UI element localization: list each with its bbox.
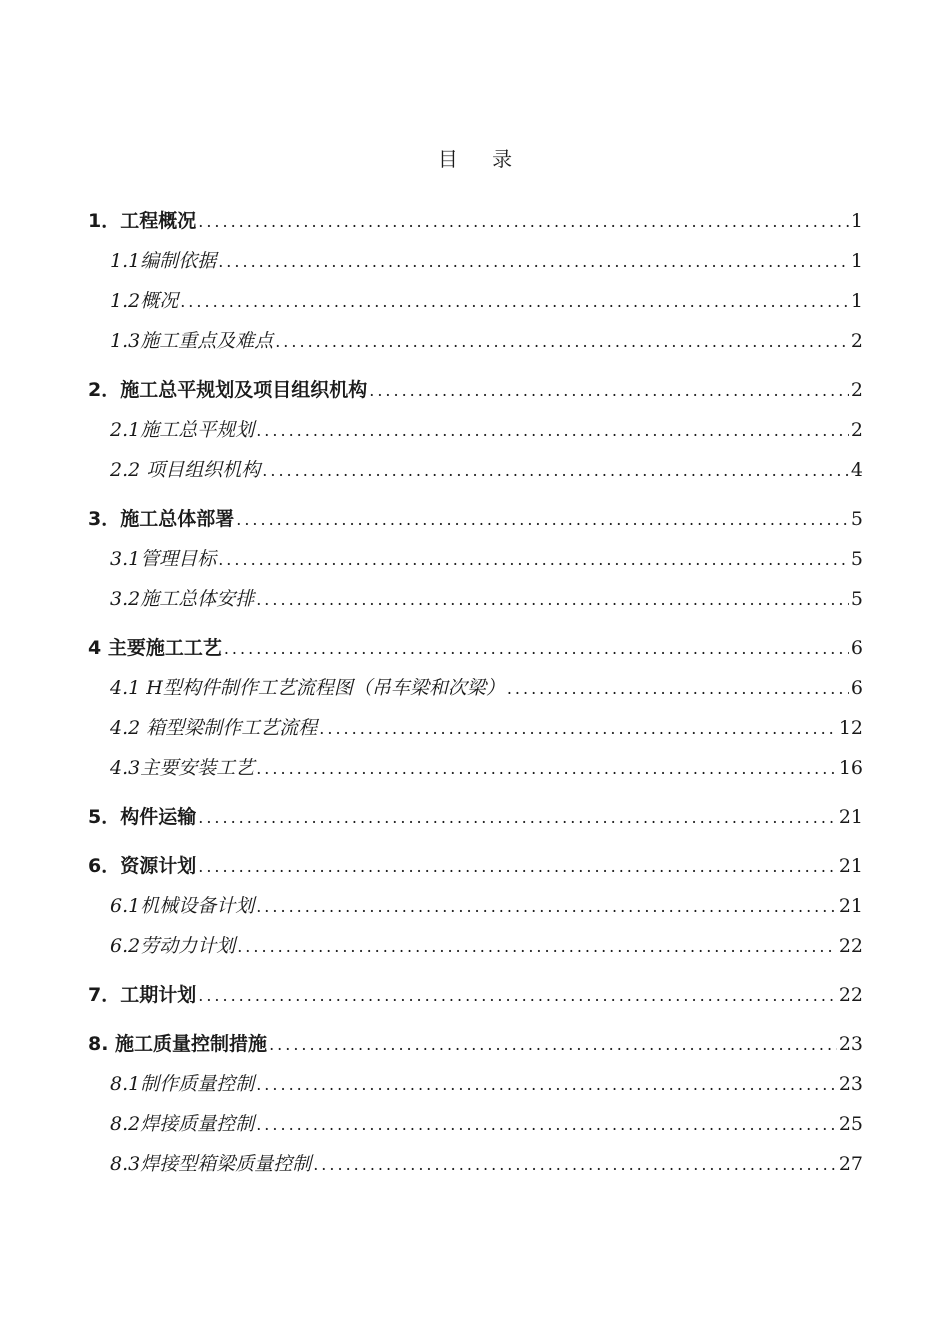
toc-entry-label: 8.2焊接质量控制 <box>110 1113 255 1135</box>
toc-entry-page-number: 23 <box>838 1073 863 1095</box>
toc-entry-label: 1．工程概况 <box>88 210 197 232</box>
dot-leader <box>275 327 849 357</box>
dot-leader <box>180 287 849 317</box>
toc-entry-label: 6．资源计划 <box>88 855 197 877</box>
dot-leader <box>198 981 837 1011</box>
toc-entry-label: 1.3施工重点及难点 <box>110 330 274 352</box>
toc-entry[interactable] <box>88 375 863 405</box>
toc-entry-label: 2.1施工总平规划 <box>110 419 255 441</box>
toc-entry-page-number: 4 <box>850 459 863 481</box>
toc-entry[interactable] <box>88 504 863 534</box>
toc-entry[interactable] <box>110 1069 863 1099</box>
dot-leader <box>256 1070 837 1100</box>
toc-entry-page-number: 25 <box>838 1113 863 1135</box>
toc-entry-page-number: 6 <box>850 637 863 659</box>
toc-entry[interactable] <box>110 753 863 783</box>
toc-entry-page-number: 5 <box>850 588 863 610</box>
toc-entry-label: 1.1编制依据 <box>110 250 217 272</box>
toc-entry[interactable] <box>110 1109 863 1139</box>
toc-entry-label: 8.1制作质量控制 <box>110 1073 255 1095</box>
toc-entry-page-number: 22 <box>838 984 863 1006</box>
toc-entry[interactable] <box>110 246 863 276</box>
toc-entry-page-number: 1 <box>850 250 863 272</box>
dot-leader <box>262 456 849 486</box>
toc-title: 目 录 <box>437 147 527 171</box>
toc-entry[interactable] <box>110 673 863 703</box>
toc-entry[interactable] <box>110 713 863 743</box>
dot-leader <box>218 545 849 575</box>
toc-entry-label: 3.1管理目标 <box>110 548 217 570</box>
dot-leader <box>256 1110 837 1140</box>
toc-entry-page-number: 5 <box>850 508 863 530</box>
toc-entry-page-number: 21 <box>838 855 863 877</box>
dot-leader <box>369 376 849 406</box>
toc-entry[interactable] <box>110 544 863 574</box>
toc-entry-label: 3．施工总体部署 <box>88 508 235 530</box>
toc-entry-page-number: 23 <box>838 1033 863 1055</box>
toc-entry-label: 5．构件运输 <box>88 806 197 828</box>
toc-entry-page-number: 5 <box>850 548 863 570</box>
toc-entry-label: 2．施工总平规划及项目组织机构 <box>88 379 368 401</box>
toc-entry[interactable] <box>88 802 863 832</box>
toc-entry[interactable] <box>88 1029 863 1059</box>
toc-entry-label: 1.2概况 <box>110 290 179 312</box>
dot-leader <box>224 634 849 664</box>
toc-entry-page-number: 21 <box>838 806 863 828</box>
toc-entry-label: 8.3焊接型箱梁质量控制 <box>110 1153 312 1175</box>
toc-entry-page-number: 2 <box>850 330 863 352</box>
toc-entry-page-number: 2 <box>850 419 863 441</box>
toc-entry-label: 4.3主要安装工艺 <box>110 757 255 779</box>
dot-leader <box>256 585 849 615</box>
toc-entry[interactable] <box>110 584 863 614</box>
toc-entry-label: 4.2 箱型梁制作工艺流程 <box>110 717 318 739</box>
toc-entry[interactable] <box>110 1149 863 1179</box>
dot-leader <box>269 1030 837 1060</box>
toc-entry-page-number: 27 <box>838 1153 863 1175</box>
toc-entry[interactable] <box>110 931 863 961</box>
toc-entry[interactable] <box>110 891 863 921</box>
dot-leader <box>319 714 837 744</box>
toc-entry-label: 8. 施工质量控制措施 <box>88 1033 268 1055</box>
toc-entry-page-number: 12 <box>838 717 863 739</box>
toc-entry-page-number: 21 <box>838 895 863 917</box>
dot-leader <box>256 416 849 446</box>
dot-leader <box>313 1150 837 1180</box>
dot-leader <box>236 505 849 535</box>
toc-entry-page-number: 16 <box>838 757 863 779</box>
dot-leader <box>198 207 849 237</box>
toc-entry-label: 6.2劳动力计划 <box>110 935 236 957</box>
toc-entry[interactable] <box>88 851 863 881</box>
toc-entry-page-number: 1 <box>850 210 863 232</box>
dot-leader <box>218 247 849 277</box>
toc-entry-label: 4.1 H型构件制作工艺流程图（吊车梁和次梁） <box>110 677 505 699</box>
toc-entry-label: 7．工期计划 <box>88 984 197 1006</box>
dot-leader <box>507 674 849 704</box>
toc-entry[interactable] <box>110 326 863 356</box>
dot-leader <box>198 852 837 882</box>
dot-leader <box>256 892 837 922</box>
toc-entry[interactable] <box>110 415 863 445</box>
toc-entry[interactable] <box>88 633 863 663</box>
toc-entry-page-number: 22 <box>838 935 863 957</box>
toc-entry[interactable] <box>88 206 863 236</box>
dot-leader <box>198 803 837 833</box>
dot-leader <box>256 754 837 784</box>
toc-entry-page-number: 6 <box>850 677 863 699</box>
toc-entry-page-number: 1 <box>850 290 863 312</box>
dot-leader <box>237 932 837 962</box>
toc-entry-label: 3.2施工总体安排 <box>110 588 255 610</box>
toc-entry-label: 6.1机械设备计划 <box>110 895 255 917</box>
toc-entry-page-number: 2 <box>850 379 863 401</box>
toc-entry[interactable] <box>88 980 863 1010</box>
toc-entry[interactable] <box>110 286 863 316</box>
toc-entry-label: 4 主要施工工艺 <box>88 637 222 659</box>
toc-entry-label: 2.2 项目组织机构 <box>110 459 261 481</box>
toc-entry[interactable] <box>110 455 863 485</box>
